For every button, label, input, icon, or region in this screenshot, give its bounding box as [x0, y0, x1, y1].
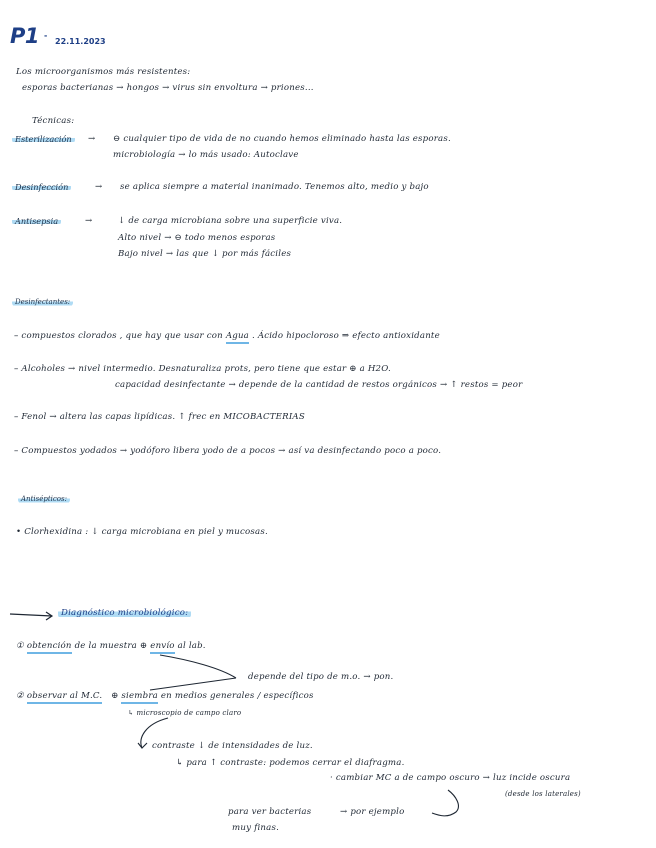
- desinfeccion-term: Desinfección: [12, 183, 71, 191]
- desinfectante-item-3: – Fenol → altera las capas lipídicas. ↑ frec en MICOBACTERIAS: [14, 412, 305, 422]
- esterilizacion-line2: microbiología → lo más usado: Autoclave: [113, 150, 299, 160]
- contrast-sub3: (desde los laterales): [505, 790, 581, 798]
- header-dash: -: [44, 31, 48, 40]
- step1-envio: envío: [150, 641, 174, 654]
- desinfeccion-arrow: →: [95, 182, 103, 192]
- esterilizacion-arrow: →: [88, 134, 96, 144]
- step2-curve-head: [138, 743, 147, 748]
- contrast-sub2: · cambiar MC a de campo oscuro → luz incide oscura: [330, 773, 571, 783]
- heading-arrow-line: [10, 614, 52, 616]
- antisepsia-arrow: →: [85, 216, 93, 226]
- contrast-line: contraste ↓ de intensidades de luz.: [152, 741, 313, 751]
- antisepticos-item: • Clorhexidina : ↓ carga microbiana en piel y mucosas.: [16, 527, 268, 537]
- desinfectantes-heading: Desinfectantes:: [12, 299, 73, 306]
- esterilizacion-term: Esterilización: [12, 135, 75, 143]
- antisepsia-line3: Bajo nivel → las que ↓ por más fáciles: [118, 249, 292, 259]
- diagnostico-heading: Diagnóstico microbiológico:: [58, 609, 191, 618]
- step1-number: ①: [16, 641, 24, 651]
- antisepsia-line1: ↓ de carga microbiana sobre una superficie viva.: [118, 216, 343, 226]
- step1: ① obtención de la muestra ⊕ envío al lab.: [16, 642, 206, 651]
- desinfectante-item-2-sub: capacidad desinfectante → depende de la cantidad de restos orgánicos → ↑ restos = peor: [115, 380, 523, 390]
- antisepticos-heading: Antisépticos:: [18, 496, 70, 503]
- bottom-bracket: [432, 790, 458, 816]
- page-date: 22.11.2023: [55, 37, 106, 46]
- bottom-line2: muy finas.: [232, 823, 279, 833]
- desinfectante-item-4: – Compuestos yodados → yodóforo libera yodo de a pocos → así va desinfectando poco a poco.: [14, 446, 442, 456]
- antisepsia-term: Antisepsia: [12, 217, 61, 225]
- desinfectante-item-1: – compuestos clorados , que hay que usar con Agua . Ácido hipocloroso ⇒ efecto antioxidante: [14, 332, 440, 341]
- step1-connector: [160, 655, 236, 678]
- intro-heading: Los microorganismos más resistentes:: [16, 67, 191, 77]
- step2-siembra: siembra: [121, 691, 158, 704]
- bottom-line1: para ver bacterias: [228, 807, 312, 817]
- antisepsia-line2: Alto nivel → ⊖ todo menos esporas: [118, 233, 276, 243]
- page-code: P1: [10, 24, 40, 48]
- step1-note: depende del tipo de m.o. → pon.: [248, 672, 394, 682]
- desinfectante-item-2: – Alcoholes → nivel intermedio. Desnaturaliza prots, pero tiene que estar ⊕ a H2O.: [14, 364, 391, 374]
- agua-emphasis: Agua: [226, 331, 249, 344]
- esterilizacion-line1: ⊖ cualquier tipo de vida de no cuando hemos eliminado hasta las esporas.: [113, 134, 451, 144]
- step2-number: ②: [16, 691, 24, 701]
- desinfeccion-line1: se aplica siempre a material inanimado. Tenemos alto, medio y bajo: [120, 182, 429, 192]
- step2: ② observar al M.C. ⊕ siembra en medios generales / específicos: [16, 692, 314, 701]
- bottom-arrow: → por ejemplo: [340, 807, 405, 817]
- step1-obtencion: obtención: [27, 641, 72, 654]
- tecnicas-heading: Técnicas:: [32, 116, 75, 126]
- step2-sub: ↳ microscopio de campo claro: [128, 709, 242, 717]
- step1-connector-2: [150, 678, 236, 690]
- step2-observar: observar al M.C.: [27, 691, 102, 704]
- contrast-sub: ↳ para ↑ contraste: podemos cerrar el diafragma.: [176, 758, 405, 768]
- intro-list: esporas bacterianas → hongos → virus sin envoltura → priones...: [22, 83, 314, 93]
